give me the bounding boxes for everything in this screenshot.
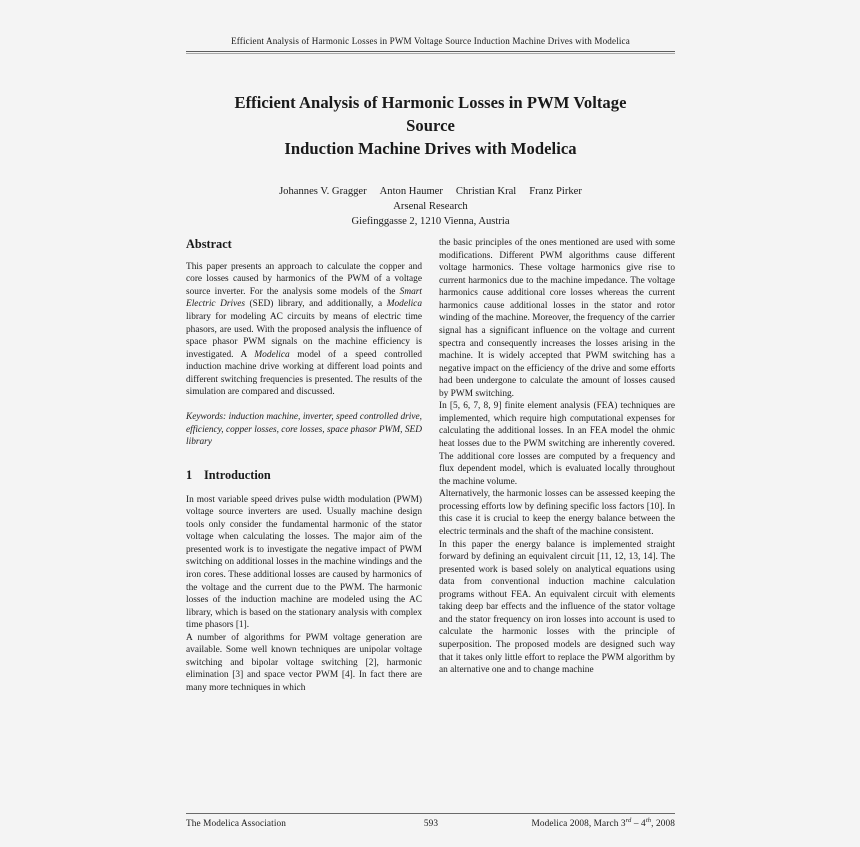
- footer-ordinal-2: th: [645, 816, 652, 824]
- section-title: Introduction: [204, 467, 271, 482]
- header-rule: [186, 51, 675, 54]
- intro-paragraph-3: In [5, 6, 7, 8, 9] finite element analysis (FEA) techniques are implemented, which require high computational expenses for calculating the additional losses. In an FEA model the ohmic heat losses due to the PWM switching are inherently covered. The additional core losses are computed by a frequency and flux dependent model, which is evaluated locally throughout the machine volume.: [439, 401, 675, 487]
- running-header: [186, 0, 675, 47]
- title-line-1: Efficient Analysis of Harmonic Losses in PWM Voltage Source: [234, 92, 627, 135]
- intro-paragraph-5: In this paper the energy balance is implemented straight forward by defining an equivalent circuit [11, 12, 13, 14]. The presented work is based solely on analytical equations using data from conventional induction machine calculation programs without FEA. An equivalent circuit with elements taking deep bar effects and the influence of the stator voltage and the stator frequency on iron losses into account is used to calculate the harmonic losses with the principle of superposition. The proposed models are designed such way that it takes only little effort to replace the PWM algorithm by an alternative one and to change machine: [439, 539, 675, 676]
- footer-conference-mid: – 4: [631, 819, 646, 829]
- abstract-text-2: (SED) library, and additionally, a: [245, 299, 387, 310]
- section-number: 1: [186, 467, 193, 482]
- page-footer: [186, 813, 675, 829]
- abstract-italic-modelica-2: Modelica: [254, 349, 290, 360]
- body-columns: [186, 237, 675, 695]
- page-title: [216, 92, 646, 161]
- abstract-heading: Abstract: [186, 237, 232, 251]
- abstract-italic-sed: Smart Electric Drives: [186, 286, 422, 310]
- author-list: [186, 184, 675, 229]
- affiliation: Arsenal Research: [393, 200, 468, 212]
- footer-conference: [471, 816, 675, 829]
- intro-paragraph-2-continued: the basic principles of the ones mentioned are used with some modifications. Different PWM algorithms cause different voltage harmonics. These voltage harmonics give rise to current harmonics due to the machine impedance. The voltage harmonics cause additional core losses whereas the current harmonics cause additional losses in the stator and rotor winding of the machine. Moreover, the frequency of the carrier signal has a significant influence on the voltage and current spectra and consequently increases the losses arising in the machine. It is widely accepted that PWM switching has a negative impact on the efficiency of the drive and some efforts had been undergone to calculate the amount of losses caused by PWM switching.: [439, 238, 675, 399]
- section-heading-introduction: [186, 468, 422, 484]
- abstract-paragraph: [186, 261, 422, 399]
- footer-row: [186, 816, 675, 829]
- intro-paragraph-2: A number of algorithms for PWM voltage generation are available. Some well known techniques are unipolar voltage switching and bipolar voltage switching [2], harmonic elimination [3] and space vector PWM [4]. In fact there are many more techniques in which: [186, 632, 422, 694]
- footer-ordinal-1: rd: [625, 816, 632, 824]
- footer-page-number: 593: [423, 819, 439, 829]
- abstract-italic-modelica-1: Modelica: [386, 299, 422, 310]
- abstract-text-3: library for modeling AC circuits by means of electric time phasors, are used. With the proposed analysis the influence of space phasor PWM signals on the machine efficiency is investigated. A: [186, 312, 422, 360]
- footer-rule: [186, 813, 675, 814]
- footer-association: The Modelica Association: [186, 819, 286, 829]
- author-2: Anton Haumer: [379, 185, 443, 197]
- author-3: Christian Kral: [455, 185, 517, 197]
- title-line-2: Induction Machine Drives with Modelica: [284, 138, 577, 158]
- intro-paragraph-4: Alternatively, the harmonic losses can be assessed keeping the processing efforts low by defining specific loss factors [10]. In this case it is crucial to keep the energy balance between the electric terminals and the shaft of the machine consistent.: [439, 489, 675, 537]
- footer-conference-suffix: , 2008: [651, 819, 675, 829]
- footer-conference-prefix: Modelica 2008, March 3: [531, 819, 626, 829]
- left-column: [186, 237, 422, 695]
- abstract-text-1: This paper presents an approach to calculate the copper and core losses caused by harmonics of the PWM of a voltage source inverter. For the analysis some models of the: [186, 261, 422, 297]
- abstract-text-4: model of a speed controlled induction machine drive working at different load points and different switching frequencies is presented. The results of the simulation are compared and discussed.: [186, 349, 423, 398]
- keywords: Keywords: induction machine, inverter, speed controlled drive, efficiency, copper losses, core losses, space phasor PWM, SED library: [186, 411, 422, 448]
- right-column: [439, 237, 675, 695]
- title-block: [186, 92, 675, 229]
- address: Giefinggasse 2, 1210 Vienna, Austria: [351, 215, 510, 227]
- author-1: Johannes V. Gragger: [279, 185, 367, 197]
- author-4: Franz Pirker: [529, 185, 582, 197]
- running-header-text: Efficient Analysis of Harmonic Losses in PWM Voltage Source Induction Machine Drives with Modelica: [231, 36, 630, 46]
- intro-paragraph-1: In most variable speed drives pulse width modulation (PWM) voltage source inverters are used. Usually machine design tools only consider the fundamental harmonic of the stator voltage when calculating the losses. The major aim of the presented work is to investigate the negative impact of PWM switching on additional losses in the machine windings and the iron cores. These additional losses are caused by harmonics of the voltage and the current due to the PWM. The harmonic losses of the induction machine are modeled using the AC library, which is based on the stationary analysis with complex time phasors [1].: [186, 494, 422, 631]
- page-content: [186, 0, 675, 847]
